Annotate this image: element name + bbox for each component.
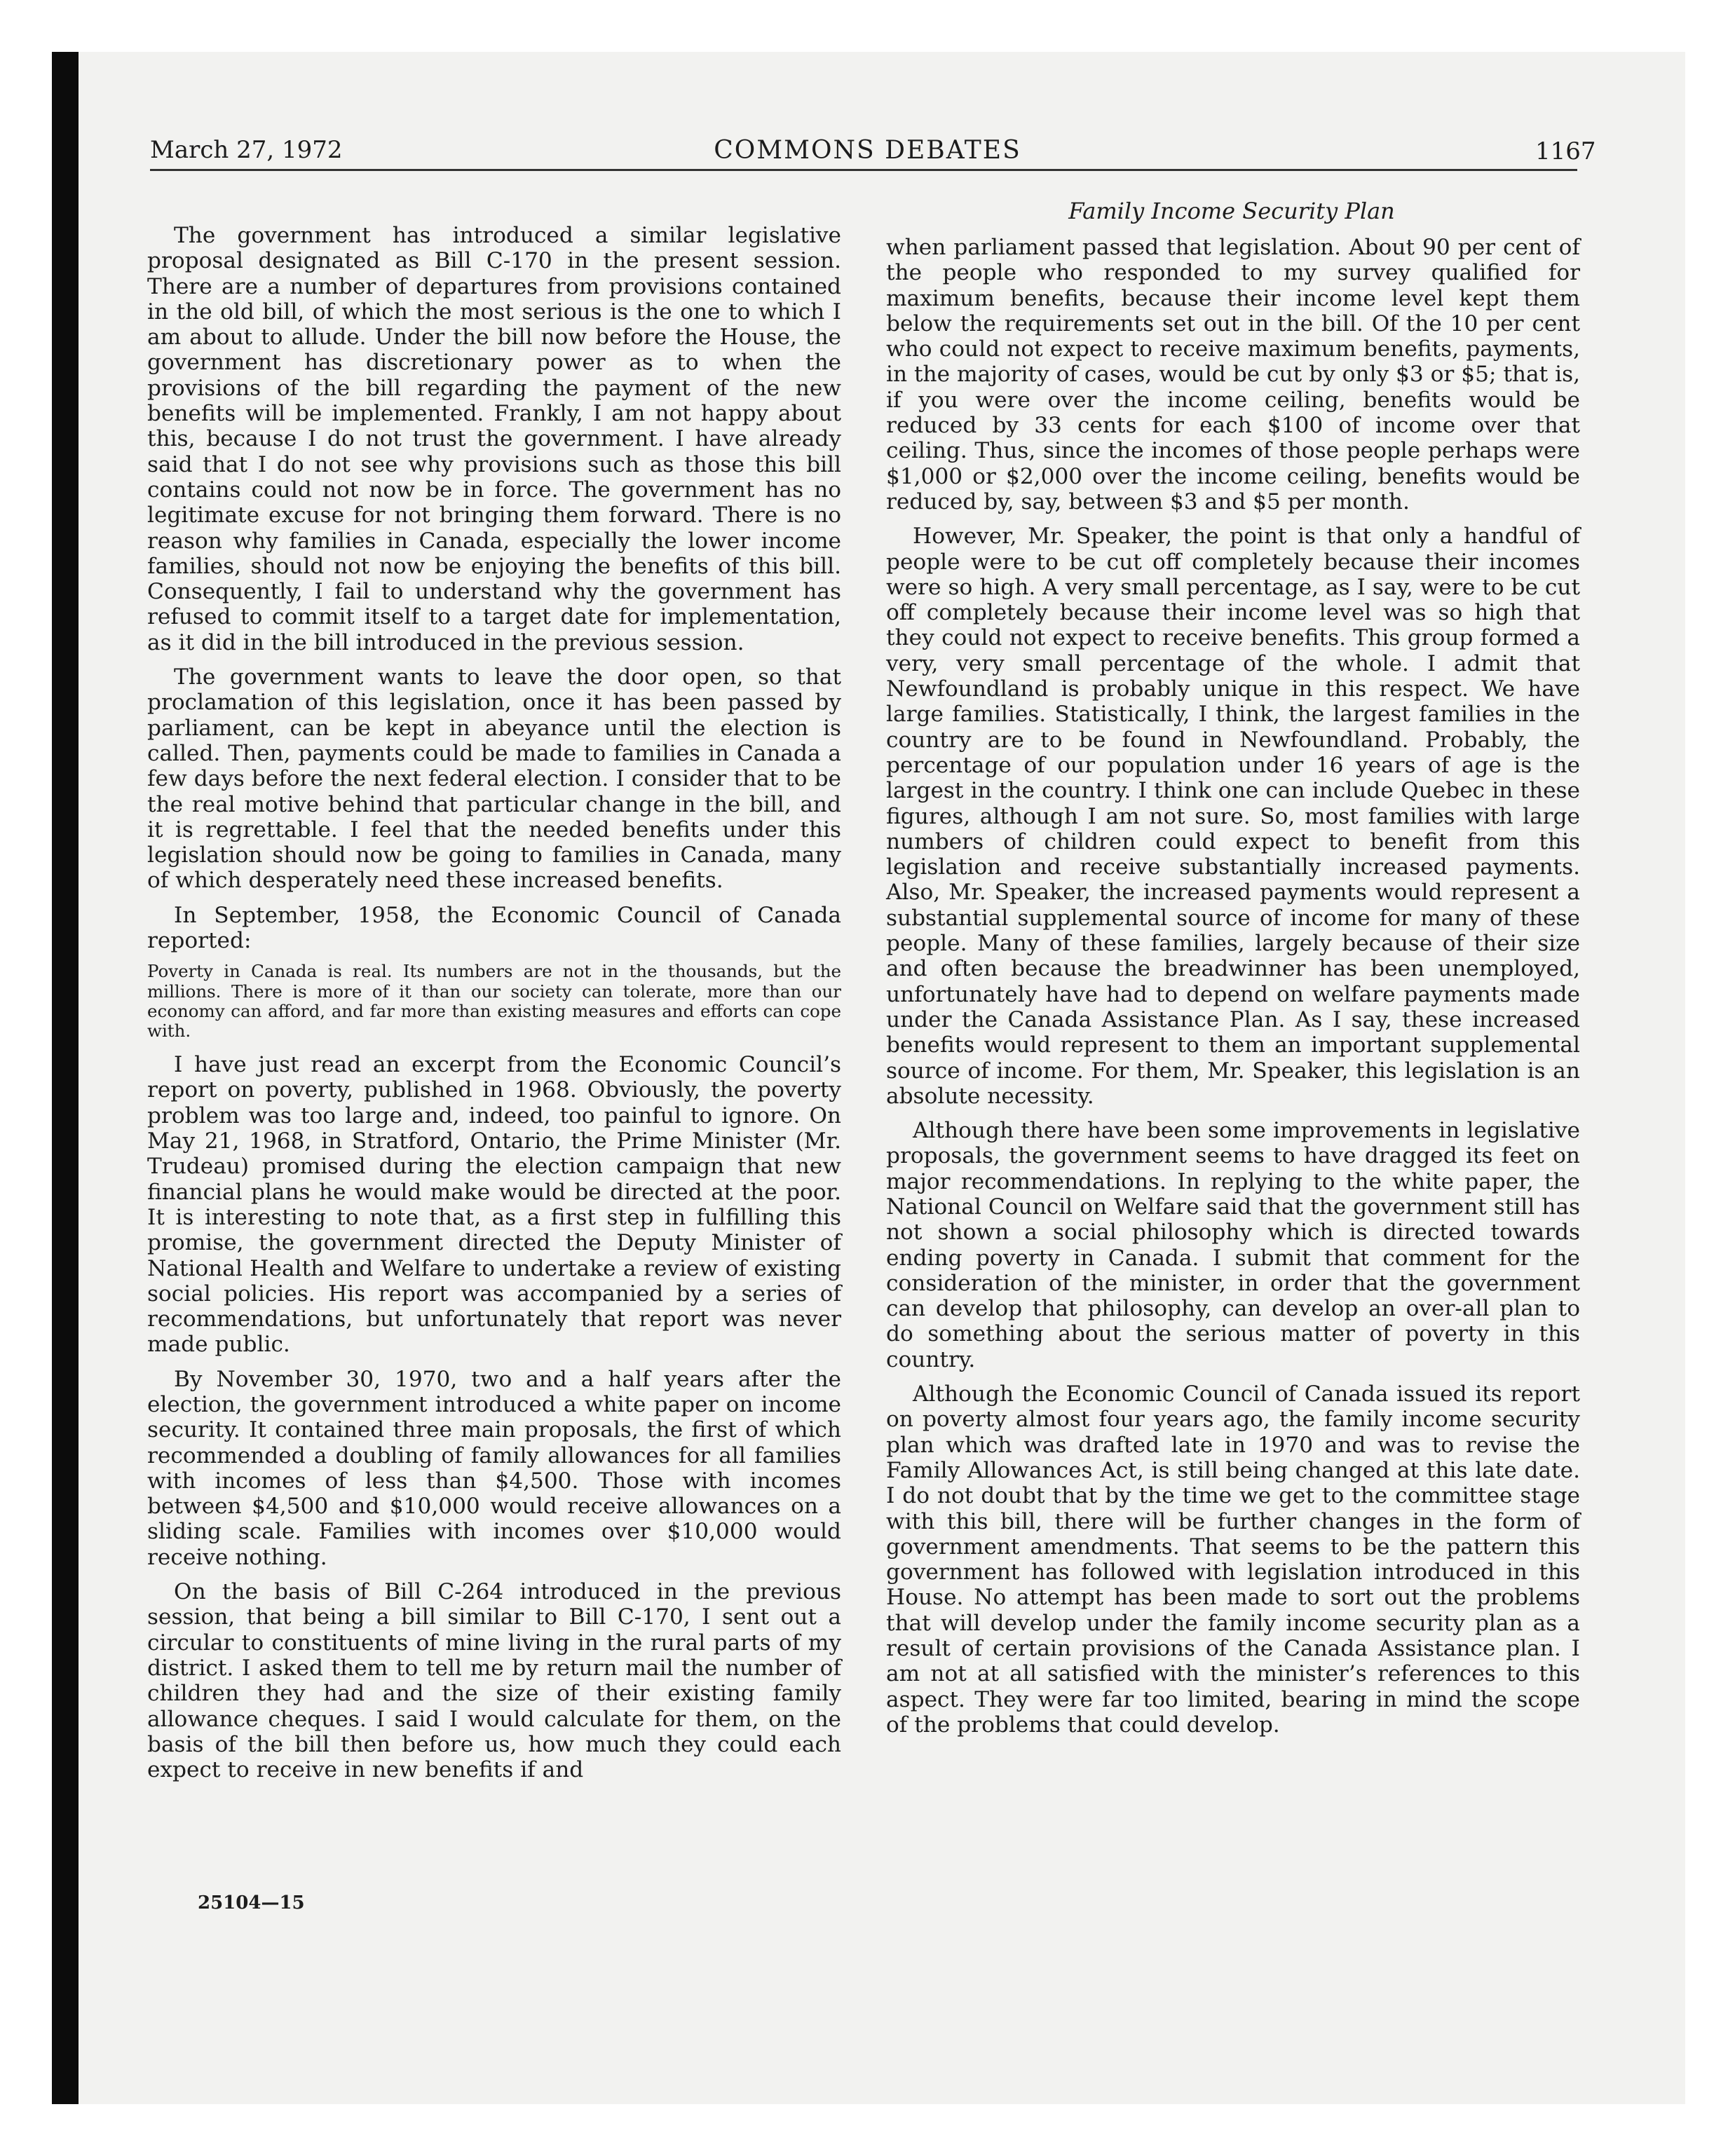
footer-print-code: 25104—15 xyxy=(198,1892,305,1913)
paragraph-continued: when parliament passed that legislation. About 90 per cent of the people who responded to my survey qualified for maximum benefits, because their income level kept them below the requirements set out in the bill. Of the 10 per cent who could not expect to receive maximum benefits, payments, in the majority of cases, would be cut by only $3 or $5; that is, if you were over the income ceiling, benefits would be reduced by 33 cents for each $100 of income over that ceiling. Thus, since the incomes of those people perhaps were $1,000 or $2,000 over the income ceiling, benefits would be reduced by, say, between $3 and $5 per month. xyxy=(886,235,1580,514)
left-column xyxy=(147,223,841,1782)
paragraph: On the basis of Bill C-264 introduced in the previous session, that being a bill similar to Bill C-170, I sent out a circular to constituents of mine living in the rural parts of my district. I asked them to tell me by return mail the number of children they had and the size of their existing family allowance cheques. I said I would calculate for them, on the basis of the bill then before us, how much they could each expect to receive in new benefits if and xyxy=(147,1579,841,1783)
paragraph: By November 30, 1970, two and a half years after the election, the government introduced a white paper on income security. It contained three main proposals, the first of which recommended a doubling of family allowances for all families with incomes of less than $4,500. Those with incomes between $4,500 and $10,000 would receive allowances on a sliding scale. Families with incomes over $10,000 would receive nothing. xyxy=(147,1366,841,1570)
paragraph: In September, 1958, the Economic Council of Canada reported: xyxy=(147,902,841,954)
paragraph: The government has introduced a similar legislative proposal designated as Bill C-170 in the present session. There are a number of departures from provisions contained in the old bill, of which the most serious is the one to which I am about to allude. Under the bill now before the House, the government has discretionary power as to when the provisions of the bill regarding the payment of the new benefits will be implemented. Frankly, I am not happy about this, because I do not trust the government. I have already said that I do not see why provisions such as those this bill contains could not now be in force. The government has no legitimate excuse for not bringing them forward. There is no reason why families in Canada, especially the lower income families, should not now be enjoying the benefits of this bill. Consequently, I fail to understand why the government has refused to commit itself to a target date for implementation, as it did in the bill introduced in the previous session. xyxy=(147,223,841,655)
block-quote: Poverty in Canada is real. Its numbers are not in the thousands, but the millions. There is more of it than our society can tolerate, more than our economy can afford, and far more than existing measures and efforts can cope with. xyxy=(147,961,841,1041)
paragraph: The government wants to leave the door open, so that proclamation of this legislation, once it has been passed by parliament, can be kept in abeyance until the election is called. Then, payments could be made to families in Canada a few days before the next federal election. I consider that to be the real motive behind that particular change in the bill, and it is regrettable. I feel that the needed benefits under this legislation should now be going to families in Canada, many of which desperately need these increased benefits. xyxy=(147,664,841,894)
header-rule xyxy=(150,169,1577,171)
paragraph: Although there have been some improvements in legislative proposals, the government seems to have dragged its feet on major recommendations. In replying to the white paper, the National Council on Welfare said that the government still has not shown a social philosophy which is directed towards ending poverty in Canada. I submit that comment for the consideration of the minister, in order that the government can develop that philosophy, can develop an over-all plan to do something about the serious matter of poverty in this country. xyxy=(886,1118,1580,1372)
paragraph: I have just read an excerpt from the Economic Council’s report on poverty, published in 1968. Obviously, the poverty problem was too large and, indeed, too painful to ignore. On May 21, 1968, in Stratford, Ontario, the Prime Minister (Mr. Trudeau) promised during the election campaign that new financial plans he would make would be directed at the poor. It is interesting to note that, as a first step in fulfilling this promise, the government directed the Deputy Minister of National Health and Welfare to undertake a review of existing social policies. His report was accompanied by a series of recommendations, but unfortunately that report was never made public. xyxy=(147,1052,841,1358)
header-page-number: 1167 xyxy=(1535,137,1596,165)
header-title: COMMONS DEBATES xyxy=(714,136,1021,165)
right-column xyxy=(886,235,1580,1738)
binding-edge xyxy=(52,52,79,2104)
paragraph: Although the Economic Council of Canada issued its report on poverty almost four years ago, the family income security plan which was drafted late in 1970 and was to revise the Family Allowances Act, is still being changed at this late date. I do not doubt that by the time we get to the committee stage with this bill, there will be further changes in the form of government amendments. That seems to be the pattern this government has followed with legislation introduced in this House. No attempt has been made to sort out the problems that will develop under the family income security plan as a result of certain provisions of the Canada Assistance plan. I am not at all satisfied with the minister’s references to this aspect. They were far too limited, bearing in mind the scope of the problems that could develop. xyxy=(886,1381,1580,1738)
running-head: Family Income Security Plan xyxy=(1068,198,1395,224)
header-date: March 27, 1972 xyxy=(150,136,343,164)
paragraph: However, Mr. Speaker, the point is that only a handful of people were to be cut off completely because their incomes were so high. A very small percentage, as I say, were to be cut off completely because their income level was so high that they could not expect to receive benefits. This group formed a very, very small percentage of the whole. I admit that Newfoundland is probably unique in this respect. We have large families. Statistically, I think, the largest families in the country are to be found in Newfoundland. Probably, the percentage of our population under 16 years of age is the largest in the country. I think one can include Quebec in these figures, although I am not sure. So, most families with large numbers of children could expect to benefit from this legislation and receive substantially increased payments. Also, Mr. Speaker, the increased payments would represent a substantial supplemental source of income for many of these people. Many of these families, largely because of their size and often because the breadwinner has been unemployed, unfortunately have had to depend on welfare payments made under the Canada Assistance Plan. As I say, these increased benefits would represent to them an important supplemental source of income. For them, Mr. Speaker, this legislation is an absolute necessity. xyxy=(886,524,1580,1109)
